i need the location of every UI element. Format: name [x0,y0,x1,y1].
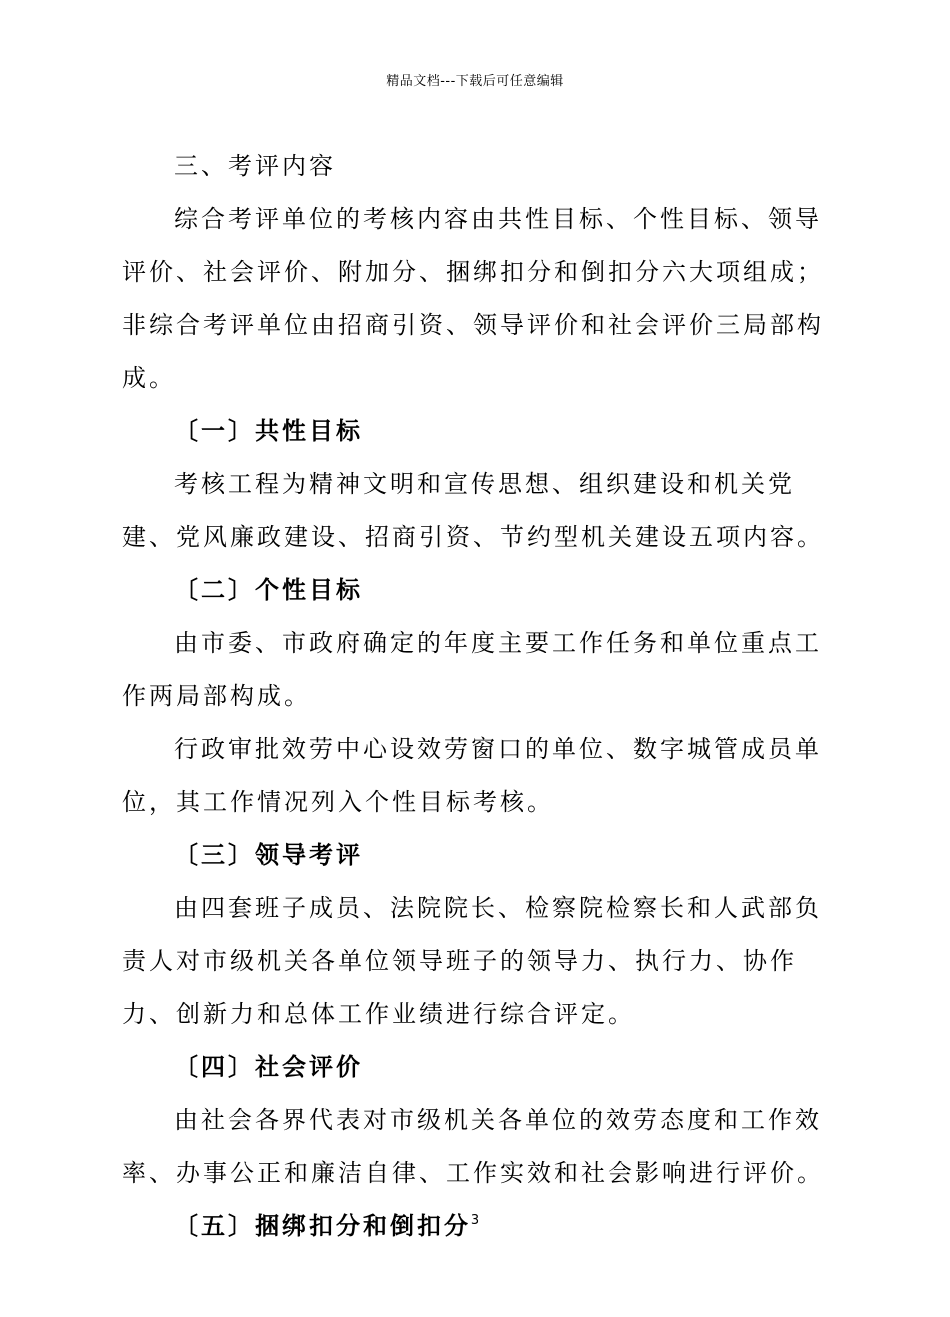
page-number: 3 [470,1213,480,1228]
heading-individual-goals: 〔二〕个性目标 [174,576,363,604]
heading-leader-evaluation: 〔三〕领导考评 [174,841,363,869]
heading-common-goals: 〔一〕共性目标 [174,417,363,445]
paragraph-leader-evaluation: 由四套班子成员、法院院长、检察院检察长和人武部负责人对市级机关各单位领导班子的领导力、执行力、协作力、创新力和总体工作业绩进行综合评定。 [122,894,822,1028]
page-header: 精品文档---下载后可任意编辑 [386,74,564,89]
heading-deductions: 〔五〕捆绑扣分和倒扣分 [174,1212,471,1240]
paragraph-social-evaluation: 由社会各界代表对市级机关各单位的效劳态度和工作效率、办事公正和廉洁自律、工作实效和社会影响进行评价。 [122,1106,824,1187]
paragraph-individual-goals-2: 行政审批效劳中心设效劳窗口的单位、数字城管成员单位，其工作情况列入个性目标考核。 [122,735,822,816]
intro-paragraph: 综合考评单位的考核内容由共性目标、个性目标、领导评价、社会评价、附加分、捆绑扣分和倒扣分六大项组成；非综合考评单位由招商引资、领导评价和社会评价三局部构成。 [122,205,824,392]
paragraph-individual-goals-1: 由市委、市政府确定的年度主要工作任务和单位重点工作两局部构成。 [122,629,822,710]
heading-social-evaluation: 〔四〕社会评价 [174,1053,363,1081]
section-title: 三、考评内容 [174,152,336,180]
document-body [122,140,828,1253]
paragraph-common-goals: 考核工程为精神文明和宣传思想、组织建设和机关党建、党风廉政建设、招商引资、节约型机关建设五项内容。 [122,470,824,551]
